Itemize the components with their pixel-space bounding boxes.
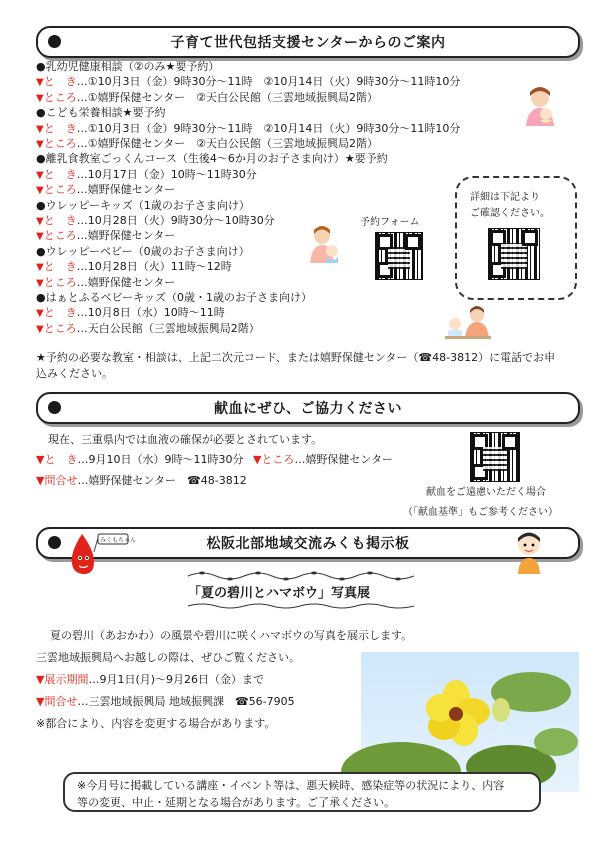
schedule-line [36,213,275,229]
bullet-dot-icon: ● [36,198,46,212]
line-label: と き [43,306,77,320]
blood-criteria-qr[interactable] [470,432,520,482]
mother-child-illustration [304,225,344,265]
line-text: …10月8日（水）10時～11時 [76,306,225,320]
mascot-flag-text: みくもちゃん [100,537,137,544]
schedule-line [36,59,219,74]
details-qr[interactable] [488,228,540,280]
schedule-line [36,121,460,137]
section1-title: 子育て世代包括支援センターからのご案内 [170,35,446,51]
red-triangle-icon: ▼ [36,123,44,135]
line-text: …①嬉野保健センター ②天白公民館（三雲地域振興局2階） [76,90,378,104]
toki-text: …9月10日（水）9時～11時30分 [77,453,244,466]
notice-line2: 等の変更、中止・延期となる場合があります。ご了承ください。 [77,796,396,809]
red-triangle-icon: ▼ [36,185,44,197]
red-triangle-icon: ▼ [36,262,44,274]
blood-intro: 現在、三重県内では血液の確保が必要とされています。 [48,433,323,446]
bullet-dot-icon: ● [36,291,46,304]
red-triangle-icon: ▼ [36,169,44,181]
line-label: ところ [43,183,77,197]
exhibit-contact-label: ▼問合せ [36,695,78,708]
schedule-line [36,136,378,152]
line-text: …10月28日（火）11時～12時 [76,260,232,274]
line-text: …①嬉野保健センター ②天白公民館（三雲地域振興局2階） [76,137,378,150]
section2-banner [36,392,580,424]
line-text: …嬉野保健センター [76,229,176,243]
red-triangle-icon: ▼ [36,139,44,150]
line-text: こども栄養相談★要予約 [45,106,166,120]
section1-banner [36,26,580,58]
line-text: …①10月3日（金）9時30分～11時 ②10月14日（火）9時30分～11時10分 [76,75,461,89]
exhibit-title: 「夏の碧川とハマボウ」写真展 [188,586,371,601]
schedule-line [36,198,250,213]
mascot-flag-illustration [60,530,137,578]
vine-decoration-bottom [188,602,414,610]
blood-contact [36,473,247,488]
red-triangle-icon: ▼ [36,92,44,104]
exhibit-p2: 三雲地域振興局へお越しの際は、ぜひご覧ください。 [36,651,300,664]
line-label: と き [43,260,77,274]
schedule-line [36,305,225,321]
bullet-dot-icon: ● [36,244,46,258]
bullet-dot-icon [48,401,61,414]
qr-caption2: （「献血基準」もご参考ください） [403,507,558,518]
qr-caption: 献血をご遠慮いただく場合 [426,487,546,498]
line-label: ところ [43,137,77,150]
line-text: はぁとふるベビーキッズ（0歳・1歳のお子さま向け） [45,291,312,304]
red-triangle-icon: ▼ [36,277,44,289]
schedule-line [36,259,232,275]
line-text: …10月28日（火）9時30分～10時30分 [76,214,275,227]
line-text: 離乳食教室ごっくんコース（生後4～6か月のお子さま向け）★要予約 [45,152,388,166]
bullet-dot-icon: ● [36,106,46,120]
line-text: ウレッピーキッズ（1歳のお子さま向け） [45,198,250,212]
hamabou-photo [361,652,579,792]
reservation-form-qr[interactable] [375,232,423,280]
contact-label: ▼問合せ [36,474,78,487]
period-text: …9月1日(月)～9月26日（金）まで [88,673,265,686]
schedule-line [36,275,175,291]
red-triangle-icon: ▼ [36,231,44,243]
line-text: ウレッピーベビー（0歳のお子さま向け） [45,244,250,258]
line-label: と き [43,214,77,227]
line-label: ところ [43,90,77,104]
note-line2: 込みください。 [36,367,113,380]
blood-toki [36,452,393,467]
tokoro-text: …嬉野保健センター [294,453,393,466]
schedule-line [36,74,460,90]
schedule-line [36,228,175,244]
schedule-line [36,105,165,120]
line-text: …①10月3日（金）9時30分～11時 ②10月14日（火）9時30分～11時10分 [76,121,461,135]
note-line1: ★予約の必要な教室・相談は、上記二次元コード、または嬉野保健センター（☎48-3812）に電話でお申 [36,351,556,364]
line-label: ところ [43,229,77,243]
line-label: と き [43,121,77,135]
section2-title: 献血にぜひ、ご協力ください [214,401,402,417]
form-label: 予約フォーム [360,217,420,228]
mother-baby-illustration [518,86,560,128]
red-triangle-icon: ▼ [36,308,44,320]
details-line2: ご確認ください。 [470,208,550,219]
line-text: …嬉野保健センター [76,183,176,197]
tokoro-label: ▼ところ [252,453,295,466]
bullet-dot-icon: ● [36,60,46,73]
schedule-line [36,151,388,166]
line-text: 乳幼児健康相談（②のみ★要予約） [45,60,220,73]
schedule-line [36,321,260,337]
bullet-dot-icon [48,35,61,48]
red-triangle-icon: ▼ [36,323,44,335]
exhibit-note: ※都合により、内容を変更する場合があります。 [36,717,276,730]
vine-decoration [188,570,414,582]
line-label: と き [43,75,77,89]
section3-title: 松阪北部地域交流みくも掲示板 [206,536,410,552]
schedule-line [36,90,378,106]
exhibit-p1: 夏の碧川（あおかわ）の風景や碧川に咲くハマボウの写真を展示します。 [50,629,413,642]
child-illustration [512,530,546,576]
period-label: ▼展示期間 [36,673,89,686]
line-label: ところ [43,321,77,335]
details-line1: 詳細は下記より [470,192,540,203]
red-triangle-icon: ▼ [36,216,44,227]
line-text: …10月17日（金）10時～11時30分 [76,167,257,181]
line-text: …天白公民館（三雲地域振興局2階） [76,321,260,335]
baby-feeding-illustration [445,306,491,340]
exhibit-contact [36,694,295,709]
schedule-line [36,182,175,198]
bullet-dot-icon: ● [36,152,46,166]
notice-line1: ※今月号に掲載している講座・イベント等は、悪天候時、感染症等の状況により、内容 [77,779,505,792]
red-triangle-icon: ▼ [36,77,44,89]
line-text: …嬉野保健センター [76,275,176,289]
contact-text: …嬉野保健センター ☎48-3812 [77,474,247,487]
line-label: と き [43,167,77,181]
schedule-line [36,167,257,183]
line-label: ところ [43,275,77,289]
schedule-line [36,244,250,259]
exhibit-period [36,672,264,687]
notice-box [63,772,541,812]
schedule-line [36,290,312,305]
toki-label: ▼と き [36,453,78,466]
exhibit-contact-text: …三雲地域振興局 地域振興課 ☎56-7905 [77,695,295,708]
